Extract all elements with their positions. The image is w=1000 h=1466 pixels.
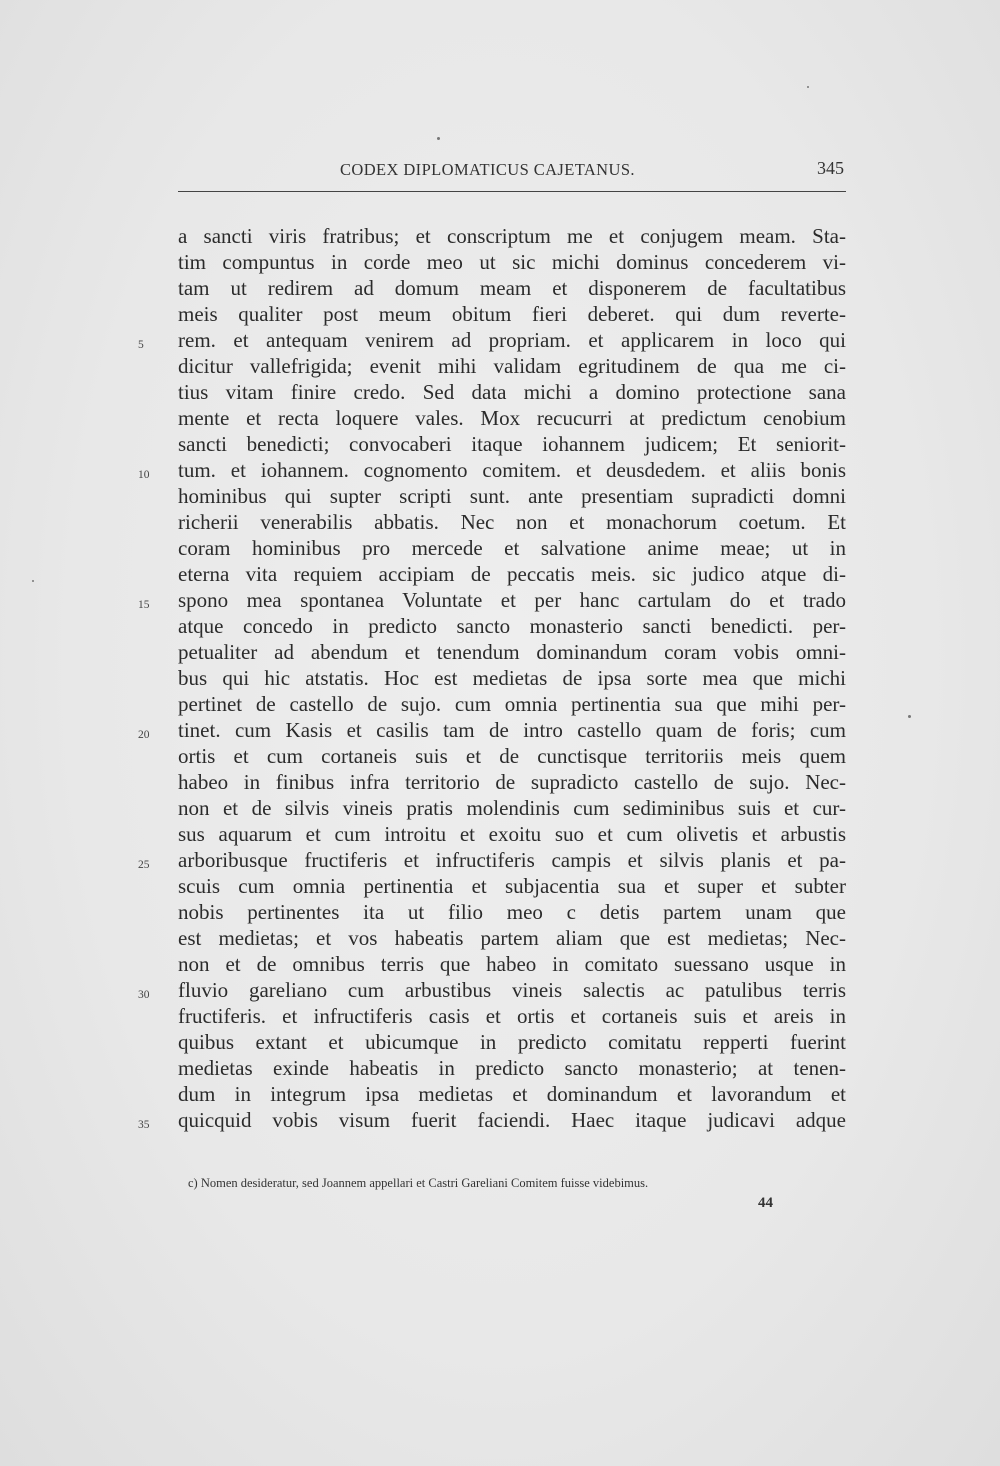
text-line: tam ut redirem ad domum meam et disponerem de facultatibus <box>178 276 846 300</box>
line-number-35: 35 <box>138 1119 150 1131</box>
text-line: bus qui hic atstatis. Hoc est medietas de ipsa sorte mea que michi <box>178 666 846 690</box>
text-line: sus aquarum et cum introitu et exoitu suo et cum olivetis et arbustis <box>178 822 846 846</box>
text-line: scuis cum omnia pertinentia et subjacentia sua et super et subter <box>178 874 846 898</box>
text-line: hominibus qui supter scripti sunt. ante presentiam supradicti domni <box>178 484 846 508</box>
footnote: c) Nomen desideratur, sed Joannem appellari et Castri Gareliani Comitem fuisse videbimus. <box>188 1176 649 1190</box>
signature-mark: 44 <box>758 1195 773 1211</box>
text-line: fructiferis. et infructiferis casis et ortis et cortaneis suis et areis in <box>178 1004 846 1028</box>
paper-speck <box>437 137 440 140</box>
paper-speck <box>807 86 809 88</box>
text-line: arboribusque fructiferis et infructiferis campis et silvis planis et pa- <box>178 848 846 872</box>
text-line: mente et recta loquere vales. Mox recucurri at predictum cenobium <box>178 406 846 430</box>
text-line: dum in integrum ipsa medietas et dominandum et lavorandum et <box>178 1082 846 1106</box>
text-line: petualiter ad abendum et tenendum dominandum coram vobis omni- <box>178 640 846 664</box>
text-line: est medietas; et vos habeatis partem aliam que est medietas; Nec- <box>178 926 846 950</box>
text-line: non et de omnibus terris que habeo in comitato suessano usque in <box>178 952 846 976</box>
text-line: fluvio gareliano cum arbustibus vineis salectis ac patulibus terris <box>178 978 846 1002</box>
line-number-25: 25 <box>138 859 150 871</box>
text-line: tum. et iohannem. cognomento comitem. et deusdedem. et aliis bonis <box>178 458 846 482</box>
paper-speck <box>32 580 34 582</box>
text-line: meis qualiter post meum obitum fieri deberet. qui dum reverte- <box>178 302 846 326</box>
text-line: a sancti viris fratribus; et conscriptum me et conjugem meam. Sta- <box>178 224 846 248</box>
paper-speck <box>908 715 911 718</box>
text-line: ortis et cum cortaneis suis et de cunctisque territoriis meis quem <box>178 744 846 768</box>
text-line: dicitur vallefrigida; evenit mihi validam egritudinem de qua me ci- <box>178 354 846 378</box>
running-header <box>178 158 846 188</box>
text-line: coram hominibus pro mercede et salvatione anime meae; ut in <box>178 536 846 560</box>
text-line: tius vitam finire credo. Sed data michi a domino protectione sana <box>178 380 846 404</box>
header-rule <box>178 191 846 192</box>
text-line: non et de silvis vineis pratis molendinis cum sediminibus suis et cur- <box>178 796 846 820</box>
line-number-15: 15 <box>138 599 150 611</box>
text-line: spono mea spontanea Voluntate et per hanc cartulam do et trado <box>178 588 846 612</box>
text-line: atque concedo in predicto sancto monasterio sancti benedicti. per- <box>178 614 846 638</box>
text-line: medietas exinde habeatis in predicto sancto monasterio; at tenen- <box>178 1056 846 1080</box>
text-line: rem. et antequam venirem ad propriam. et applicarem in loco qui <box>178 328 846 352</box>
text-line: habeo in finibus infra territorio de supradicto castello de sujo. Nec- <box>178 770 846 794</box>
line-number-10: 10 <box>138 469 150 481</box>
text-line: nobis pertinentes ita ut filio meo c detis partem unam que <box>178 900 846 924</box>
text-line: sancti benedicti; convocaberi itaque iohannem judicem; Et seniorit- <box>178 432 846 456</box>
line-number-30: 30 <box>138 989 150 1001</box>
text-line: pertinet de castello de sujo. cum omnia pertinentia sua que mihi per- <box>178 692 846 716</box>
text-line: tinet. cum Kasis et casilis tam de intro castello quam de foris; cum <box>178 718 846 742</box>
header-title: CODEX DIPLOMATICUS CAJETANUS. <box>340 160 635 179</box>
text-line: quicquid vobis visum fuerit faciendi. Haec itaque judicavi adque <box>178 1108 846 1132</box>
text-line: eterna vita requiem accipiam de peccatis meis. sic judico atque di- <box>178 562 846 586</box>
text-line: quibus extant et ubicumque in predicto comitatu repperti fuerint <box>178 1030 846 1054</box>
line-number-20: 20 <box>138 729 150 741</box>
page-number: 345 <box>817 158 844 178</box>
text-line: tim compuntus in corde meo ut sic michi dominus concederem vi- <box>178 250 846 274</box>
line-number-5: 5 <box>138 339 144 351</box>
text-line: richerii venerabilis abbatis. Nec non et monachorum coetum. Et <box>178 510 846 534</box>
